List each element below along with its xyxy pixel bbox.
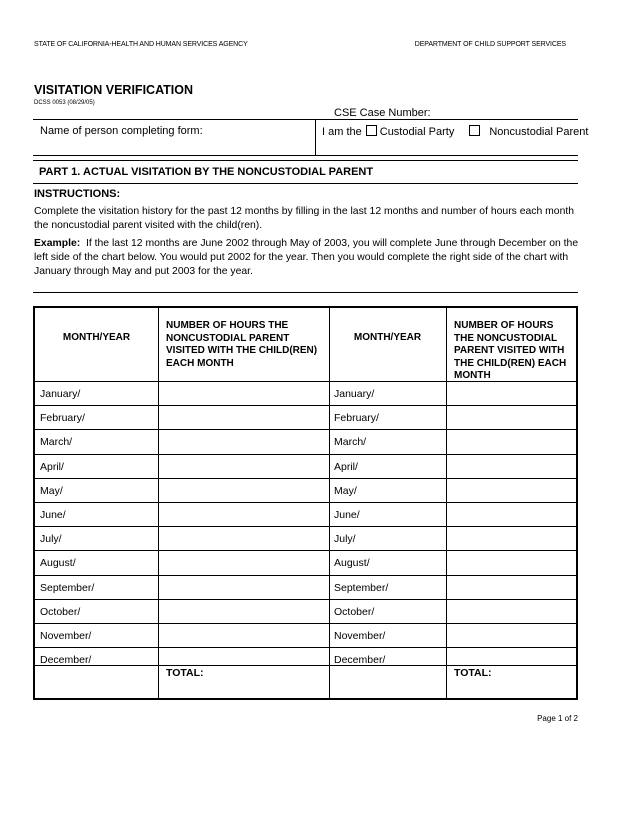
month-cell-left[interactable]: October/: [40, 605, 81, 618]
row-divider: [35, 575, 576, 576]
month-cell-left[interactable]: March/: [40, 436, 73, 449]
month-cell-right[interactable]: December/: [334, 654, 386, 667]
col-hours-left: NUMBER OF HOURS THE NONCUSTODIAL PARENT VISITED WITH THE CHILD(REN) EACH MONTH: [166, 320, 318, 369]
part1-heading-box: [33, 160, 578, 184]
month-cell-left[interactable]: August/: [40, 557, 76, 570]
row-divider: [35, 429, 576, 430]
column-divider: [158, 308, 159, 698]
form-title: VISITATION VERIFICATION: [34, 83, 194, 97]
month-cell-left[interactable]: July/: [40, 533, 62, 546]
month-cell-right[interactable]: August/: [334, 557, 370, 570]
row-divider: [35, 550, 576, 551]
month-cell-left[interactable]: June/: [40, 509, 66, 521]
row-divider: [35, 454, 576, 455]
month-cell-right[interactable]: September/: [334, 581, 389, 594]
agency-left: STATE OF CALIFORNIA-HEALTH AND HUMAN SERVICES AGENCY: [34, 41, 248, 48]
row-divider: [35, 647, 576, 648]
month-cell-left[interactable]: May/: [40, 484, 63, 497]
month-cell-right[interactable]: July/: [334, 533, 356, 546]
agency-right: DEPARTMENT OF CHILD SUPPORT SERVICES: [414, 41, 566, 48]
custodial-label: Custodial Party: [379, 126, 455, 138]
row-divider: [35, 599, 576, 600]
month-cell-left[interactable]: February/: [40, 412, 85, 425]
part1-title: PART 1. ACTUAL VISITATION BY THE NONCUSTODIAL PARENT: [39, 166, 374, 178]
instructions-body: Complete the visitation history for the past 12 months by filling in the last 12 months and number of hours each month the noncustodial parent visited with the child(ren).: [34, 206, 575, 231]
separator-line: [33, 292, 578, 293]
month-cell-right[interactable]: January/: [334, 388, 375, 400]
month-cell-left[interactable]: January/: [40, 388, 81, 400]
col-hours-right: NUMBER OF HOURS THE NONCUSTODIAL PARENT VISITED WITH THE CHILD(REN) EACH MONTH: [454, 320, 567, 381]
instructions-heading: INSTRUCTIONS:: [34, 188, 121, 200]
month-cell-left[interactable]: September/: [40, 581, 95, 594]
total-label-right: TOTAL:: [454, 667, 492, 680]
page-number: Page 1 of 2: [537, 714, 578, 723]
col-month-year-left: MONTH/YEAR: [62, 332, 131, 343]
name-label: Name of person completing form:: [40, 125, 203, 137]
row-divider: [35, 478, 576, 479]
month-cell-left[interactable]: December/: [40, 654, 92, 667]
cse-case-number-label: CSE Case Number:: [334, 107, 431, 119]
month-cell-left[interactable]: November/: [40, 630, 92, 642]
month-cell-right[interactable]: March/: [334, 436, 367, 449]
row-divider: [35, 526, 576, 527]
noncustodial-checkbox[interactable]: [469, 125, 480, 136]
form-number: DCSS 0053 (08/29/05): [34, 100, 95, 106]
example-label: Example:: [34, 238, 81, 249]
column-divider: [329, 308, 330, 698]
party-selector: [322, 125, 588, 138]
month-cell-right[interactable]: May/: [334, 484, 357, 497]
col-month-year-right: MONTH/YEAR: [353, 332, 422, 343]
i-am-label: I am the: [322, 126, 362, 138]
visitation-table: [33, 306, 578, 700]
row-divider: [35, 623, 576, 624]
total-label-left: TOTAL:: [166, 667, 204, 680]
month-cell-right[interactable]: June/: [334, 509, 360, 521]
month-cell-right[interactable]: February/: [334, 412, 379, 425]
example-paragraph: [34, 237, 579, 279]
month-cell-right[interactable]: October/: [334, 605, 375, 618]
row-divider: [35, 405, 576, 406]
month-cell-left[interactable]: April/: [40, 460, 64, 473]
row-divider: [35, 502, 576, 503]
completer-info-box: [33, 119, 589, 156]
custodial-checkbox[interactable]: [366, 125, 377, 136]
row-divider: [35, 665, 576, 666]
month-cell-right[interactable]: November/: [334, 630, 386, 642]
example-body: If the last 12 months are June 2002 through May of 2003, you will complete June through December on the left side of the chart below. You would put 2002 for the year. Then you would complete the right side of the chart with January through May and put 2003 for the year.: [34, 238, 579, 277]
month-cell-right[interactable]: April/: [334, 460, 358, 473]
column-divider: [446, 308, 447, 698]
noncustodial-label: Noncustodial Parent: [489, 126, 589, 138]
